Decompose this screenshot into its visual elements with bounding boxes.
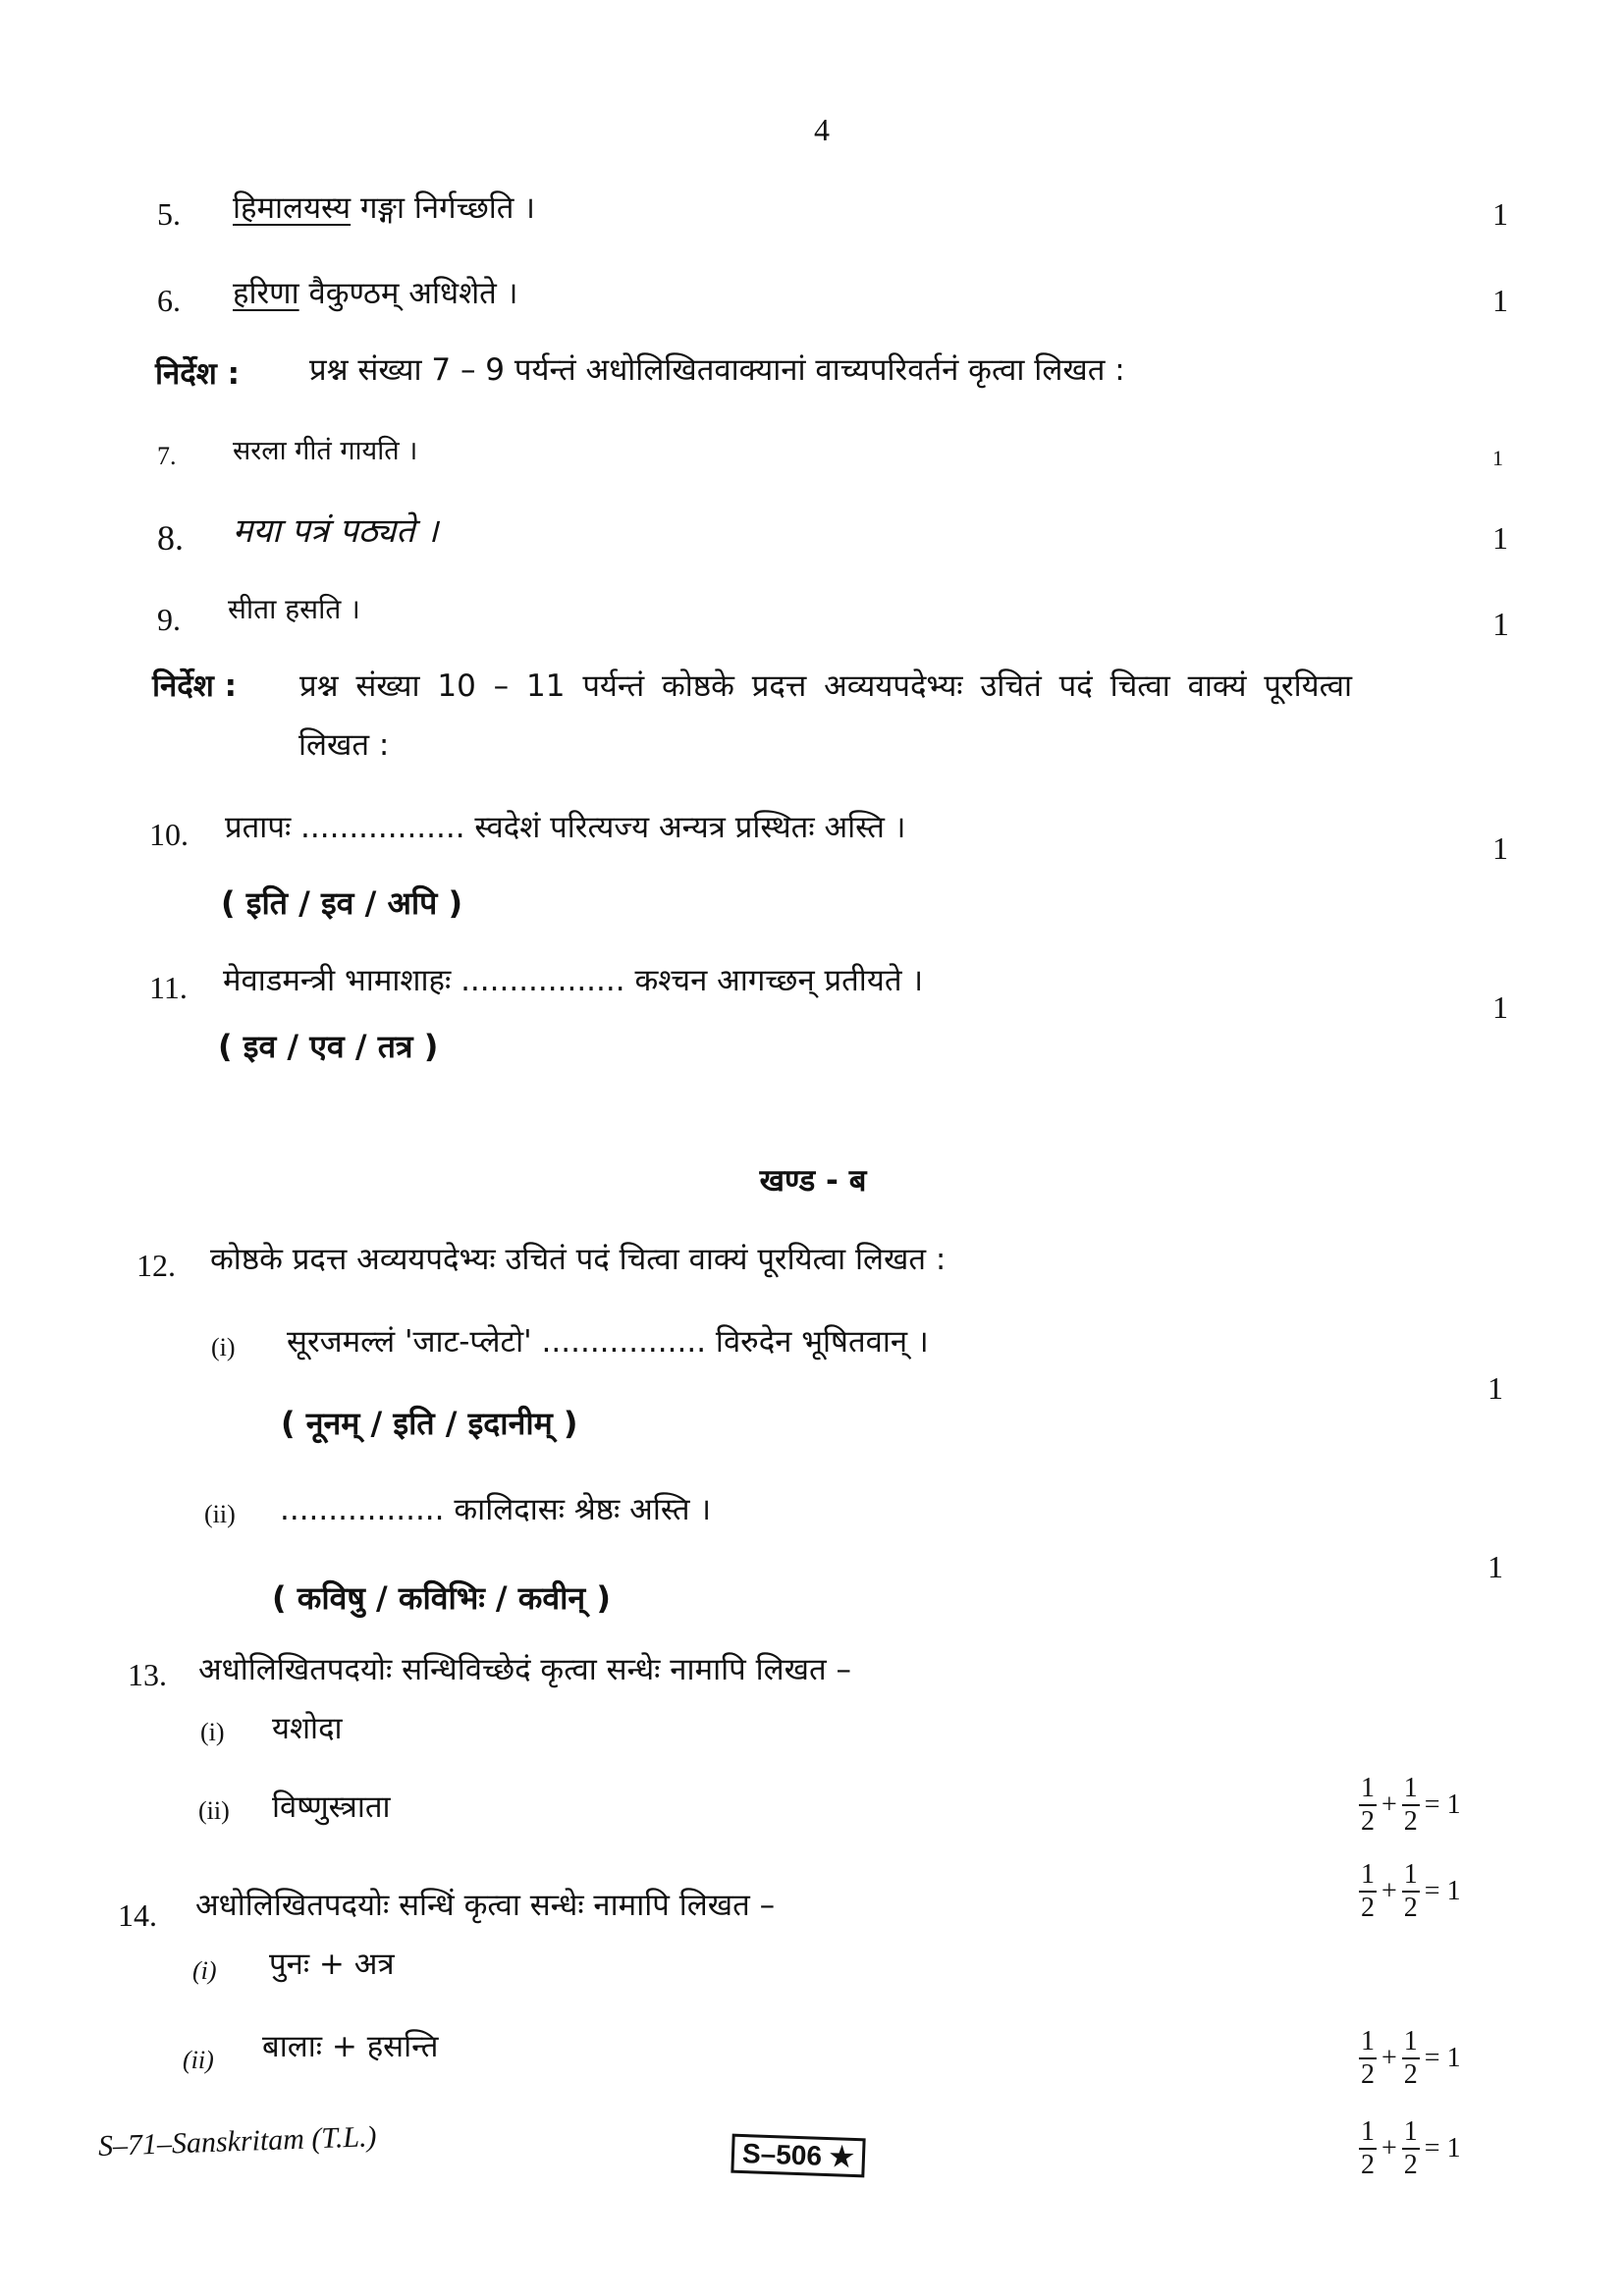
fraction-marks-2: 1 2 + $\frac{1}{2}$ = 1 [1361,1859,1461,1923]
question-number-7: 7. [157,442,177,470]
question-10-text: प्रतापः ................. स्वदेशं परित्यज्य अन्यत्र प्रस्थितः अस्ति । [225,810,906,845]
part-label-12-i: (i) [211,1333,236,1362]
fraction-marks-4: 1 2 + $\frac{1}{2}$ = 1 [1361,2116,1461,2180]
fraction-marks-3: 1 2 + $\frac{1}{2}$ = 1 [1361,2026,1461,2090]
marks-q7: 1 [1492,446,1503,470]
page-number: 4 [814,112,830,147]
instruction-text-line2: लिखत : [298,727,390,763]
question-9-text: सीता हसति । [228,593,360,625]
question-6-rest: वैकुण्ठम् अधिशेते । [298,276,518,311]
marks-q12-i: 1 [1488,1370,1503,1406]
question-number-13: 13. [128,1657,167,1692]
question-13-ii-text: विष्णुस्त्राता [272,1789,391,1825]
options-q12-ii: ( कविषु / कविभिः / कवीन् ) [272,1579,611,1617]
marks-q9: 1 [1492,607,1509,643]
underlined-word: हरिणा [233,276,299,311]
question-7-text: सरला गीतं गायति । [233,436,418,466]
question-12-text: कोष्ठके प्रदत्त अव्ययपदेभ्यः उचितं पदं चित्वा वाक्यं पूरयित्वा लिखत : [210,1242,947,1277]
instruction-text: प्रश्न संख्या 7 – 9 पर्यन्तं अधोलिखितवाक्यानां वाच्यपरिवर्तनं कृत्वा लिखत : [309,352,1125,388]
question-14-ii-text: बालाः + हसन्ति [262,2029,439,2064]
question-14-i-text: पुनः + अत्र [269,1947,395,1982]
question-13-text: अधोलिखितपदयोः सन्धिविच्छेदं कृत्वा सन्धेः नामापि लिखत – [198,1652,852,1687]
marks-q11: 1 [1492,989,1508,1025]
part-label-14-ii: (ii) [183,2046,214,2074]
question-number-14: 14. [118,1897,157,1933]
footer-subject-code: S–71–Sanskritam (T.L.) [97,2120,378,2163]
question-13-i-text: यशोदा [272,1711,343,1746]
instruction-label: निर्देश : [152,668,237,704]
question-number-5: 5. [157,196,181,232]
marks-q6: 1 [1492,283,1508,318]
part-label-12-ii: (ii) [204,1500,236,1528]
question-14-text: अधोलिखितपदयोः सन्धिं कृत्वा सन्धेः नामापि लिखत – [195,1888,776,1923]
instruction-label: निर्देश : [155,356,240,392]
question-number-6: 6. [157,283,181,318]
options-q12-i: ( नूनम् / इति / इदानीम् ) [281,1405,578,1442]
question-number-12: 12. [136,1248,176,1283]
question-number-11: 11. [149,970,188,1005]
options-q11: ( इव / एव / तत्र ) [218,1028,439,1065]
options-q10: ( इति / इव / अपि ) [221,884,463,922]
question-number-10: 10. [149,817,189,852]
marks-q10: 1 [1492,830,1508,866]
part-label-14-i: (i) [192,1956,217,1985]
marks-q12-ii: 1 [1488,1549,1503,1584]
underlined-word: हिमालयस्य [233,190,352,226]
part-label-13-ii: (ii) [198,1796,230,1825]
question-8-text: मया पत्रं पठ्यते । [233,511,439,551]
question-5-rest: गङ्गा निर्गच्छति । [351,190,536,226]
marks-q5: 1 [1492,196,1508,232]
section-b-title: खण्ड - ब [759,1163,867,1199]
part-label-13-i: (i) [200,1718,225,1746]
question-number-8: 8. [157,518,184,558]
footer-paper-code: S–506 ★ [731,2134,865,2178]
question-12-i-text: सूरजमल्लं 'जाट-प्लेटो' ................. विरुदेन भूषितवान् । [287,1324,929,1360]
question-11-text: मेवाडमन्त्री भामाशाहः ................. कश्चन आगच्छन् प्रतीयते । [223,963,924,998]
instruction-text-line1: प्रश्न संख्या 10 – 11 पर्यन्तं कोष्ठके प्रदत्त अव्ययपदेभ्यः उचितं पदं चित्वा वाक्यं पूरयित्वा [299,668,1353,704]
question-number-9: 9. [157,602,181,637]
question-5-text [233,190,536,226]
question-6-text [233,276,518,311]
question-12-ii-text: ................. कालिदासः श्रेष्ठः अस्ति । [280,1492,712,1527]
marks-q8: 1 [1492,520,1508,556]
fraction-marks-1: 1 2 + $\frac{1}{2}$ = 1 [1361,1773,1461,1837]
